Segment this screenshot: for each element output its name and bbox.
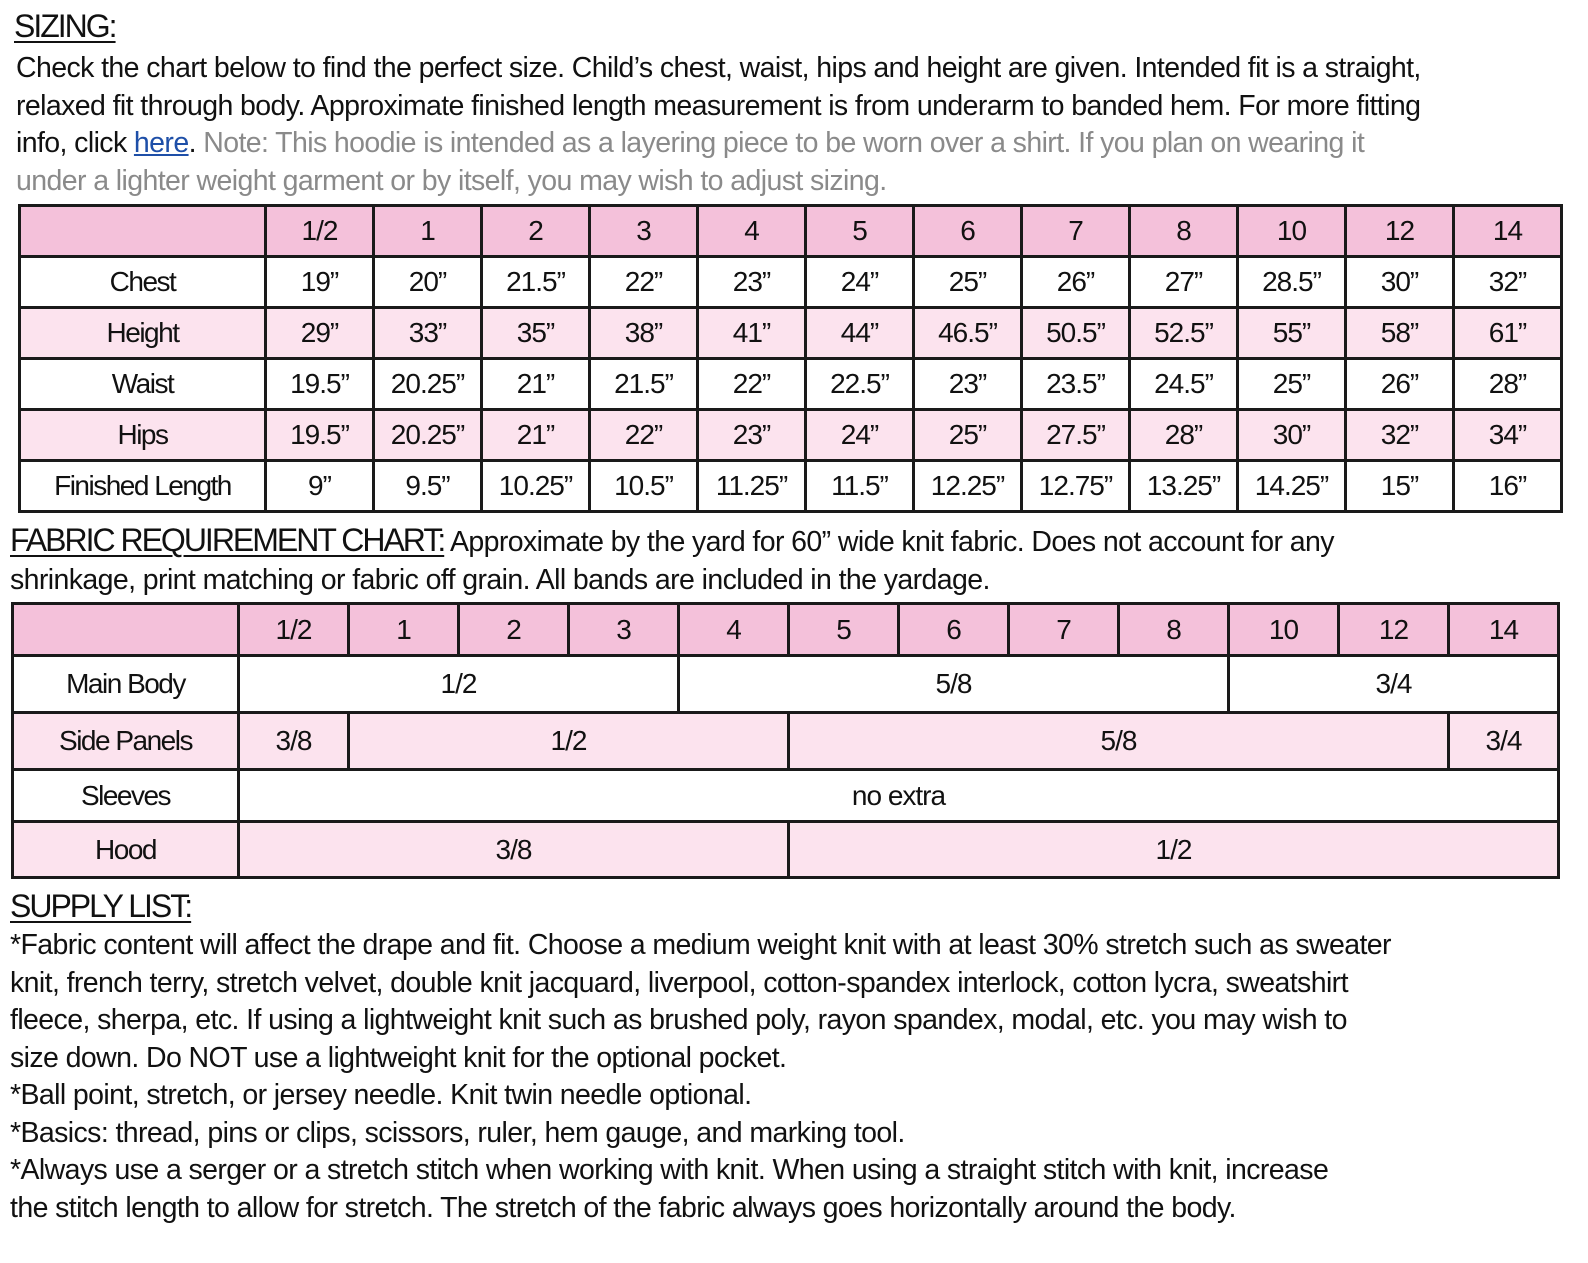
size-header-row <box>20 206 1562 257</box>
table-cell: 14.25” <box>1238 461 1346 512</box>
table-cell: 28” <box>1130 410 1238 461</box>
row-label-sleeves: Sleeves <box>13 770 239 822</box>
table-cell: 11.5” <box>806 461 914 512</box>
size-header-cell: 10 <box>1238 206 1346 257</box>
table-cell: 20” <box>374 257 482 308</box>
table-cell: 27.5” <box>1022 410 1130 461</box>
table-cell: 23” <box>914 359 1022 410</box>
yardage-cell: 3/4 <box>1229 656 1559 713</box>
supply-line: *Fabric content will affect the drape and fit. Choose a medium weight knit with at least 30% stretch such as sweater <box>10 929 1391 961</box>
supply-line: size down. Do NOT use a lightweight knit for the optional pocket. <box>10 1041 787 1074</box>
table-cell: 12.25” <box>914 461 1022 512</box>
yardage-cell: no extra <box>239 770 1559 822</box>
table-cell: 22” <box>698 359 806 410</box>
size-header-cell: 2 <box>482 206 590 257</box>
row-label-hood: Hood <box>13 822 239 878</box>
sizing-line-3 <box>16 125 1421 163</box>
size-header-cell: 5 <box>806 206 914 257</box>
sizing-note-part-1: Note: This hoodie is intended as a layering piece to be worn over a shirt. If you plan on wearing it <box>195 127 1365 159</box>
table-cell: 50.5” <box>1022 308 1130 359</box>
hood-row <box>13 822 1559 878</box>
table-cell: 21.5” <box>590 359 698 410</box>
table-cell: 19.5” <box>266 410 374 461</box>
table-cell: 52.5” <box>1130 308 1238 359</box>
table-cell: 20.25” <box>374 359 482 410</box>
fabric-heading: FABRIC REQUIREMENT CHART: <box>10 522 445 558</box>
table-cell: 58” <box>1346 308 1454 359</box>
yardage-cell: 1/2 <box>789 822 1559 878</box>
table-cell: 44” <box>806 308 914 359</box>
table-cell: 28.5” <box>1238 257 1346 308</box>
table-cell: 21.5” <box>482 257 590 308</box>
yardage-cell: 3/8 <box>239 822 789 878</box>
table-cell: 23” <box>698 410 806 461</box>
size-header-cell: 4 <box>679 604 789 656</box>
row-label-height: Height <box>20 308 266 359</box>
yardage-cell: 1/2 <box>349 713 789 770</box>
supply-list <box>10 927 1391 1227</box>
size-chart-table <box>18 204 1563 513</box>
size-header-cell: 3 <box>590 206 698 257</box>
table-cell: 9.5” <box>374 461 482 512</box>
table-cell: 46.5” <box>914 308 1022 359</box>
finished-length-row <box>20 461 1562 512</box>
table-cell: 23.5” <box>1022 359 1130 410</box>
table-cell: 21” <box>482 410 590 461</box>
table-cell: 30” <box>1238 410 1346 461</box>
size-header-cell: 7 <box>1022 206 1130 257</box>
fabric-size-header-row <box>13 604 1559 656</box>
table-cell: 9” <box>266 461 374 512</box>
size-header-cell: 2 <box>459 604 569 656</box>
table-cell: 38” <box>590 308 698 359</box>
size-header-cell: 8 <box>1119 604 1229 656</box>
table-cell: 24” <box>806 410 914 461</box>
table-cell: 24.5” <box>1130 359 1238 410</box>
table-cell: 29” <box>266 308 374 359</box>
supply-line: the stitch length to allow for stretch. The stretch of the fabric always goes horizontally around the body. <box>10 1191 1236 1224</box>
size-header-cell: 12 <box>1346 206 1454 257</box>
table-cell: 22” <box>590 257 698 308</box>
table-cell: 12.75” <box>1022 461 1130 512</box>
fabric-description <box>10 522 1334 599</box>
size-header-cell: 14 <box>1449 604 1559 656</box>
table-cell: 11.25” <box>698 461 806 512</box>
yardage-cell: 5/8 <box>789 713 1449 770</box>
supply-heading: SUPPLY LIST: <box>10 888 192 924</box>
table-cell: 41” <box>698 308 806 359</box>
table-cell: 10.25” <box>482 461 590 512</box>
row-label-chest: Chest <box>20 257 266 308</box>
table-cell: 28” <box>1454 359 1562 410</box>
yardage-cell: 3/8 <box>239 713 349 770</box>
fabric-requirement-table <box>11 602 1560 879</box>
table-cell: 23” <box>698 257 806 308</box>
yardage-cell: 5/8 <box>679 656 1229 713</box>
sizing-heading: SIZING: <box>14 8 116 44</box>
size-header-cell: 1/2 <box>239 604 349 656</box>
table-cell: 13.25” <box>1130 461 1238 512</box>
table-cell: 24” <box>806 257 914 308</box>
table-cell: 35” <box>482 308 590 359</box>
size-header-cell: 5 <box>789 604 899 656</box>
supply-line: *Always use a serger or a stretch stitch when working with knit. When using a straight stitch with knit, increase <box>10 1154 1329 1186</box>
table-cell: 30” <box>1346 257 1454 308</box>
size-header-cell: 1/2 <box>266 206 374 257</box>
supply-line: *Basics: thread, pins or clips, scissors, ruler, hem gauge, and marking tool. <box>10 1116 905 1149</box>
table-cell: 21” <box>482 359 590 410</box>
chest-row <box>20 257 1562 308</box>
table-cell: 61” <box>1454 308 1562 359</box>
sizing-line-3-period: . <box>188 127 196 159</box>
table-cell: 33” <box>374 308 482 359</box>
fabric-line-1-text: Approximate by the yard for 60” wide knit fabric. Does not account for any <box>444 526 1334 558</box>
table-cell: 20.25” <box>374 410 482 461</box>
size-header-cell: 12 <box>1339 604 1449 656</box>
table-cell: 10.5” <box>590 461 698 512</box>
size-header-cell: 1 <box>374 206 482 257</box>
fabric-line-1 <box>10 522 1334 562</box>
table-cell: 19” <box>266 257 374 308</box>
table-cell: 32” <box>1454 257 1562 308</box>
table-cell: 16” <box>1454 461 1562 512</box>
table-cell: 15” <box>1346 461 1454 512</box>
size-header-cell: 6 <box>899 604 1009 656</box>
table-cell: 32” <box>1346 410 1454 461</box>
yardage-cell: 1/2 <box>239 656 679 713</box>
sizing-line-1: Check the chart below to find the perfect size. Child’s chest, waist, hips and height are given. Intended fit is a straight, <box>16 52 1421 84</box>
sizing-line-3-prefix: info, click <box>16 127 134 159</box>
size-header-cell: 10 <box>1229 604 1339 656</box>
sizing-note-part-2: under a lighter weight garment or by itself, you may wish to adjust sizing. <box>16 164 887 197</box>
fabric-line-2: shrinkage, print matching or fabric off grain. All bands are included in the yardage. <box>10 563 990 596</box>
size-header-cell: 7 <box>1009 604 1119 656</box>
row-label-hips: Hips <box>20 410 266 461</box>
table-cell: 55” <box>1238 308 1346 359</box>
table-cell: 26” <box>1022 257 1130 308</box>
waist-row <box>20 359 1562 410</box>
header-corner-cell <box>13 604 239 656</box>
size-header-cell: 4 <box>698 206 806 257</box>
table-cell: 25” <box>914 410 1022 461</box>
row-label-main-body: Main Body <box>13 656 239 713</box>
sizing-line-2: relaxed fit through body. Approximate finished length measurement is from underarm to banded hem. For more fitting <box>16 89 1421 122</box>
size-header-cell: 3 <box>569 604 679 656</box>
row-label-side-panels: Side Panels <box>13 713 239 770</box>
table-cell: 34” <box>1454 410 1562 461</box>
yardage-cell: 3/4 <box>1449 713 1559 770</box>
table-cell: 22.5” <box>806 359 914 410</box>
side-panels-row <box>13 713 1559 770</box>
fitting-info-link[interactable]: here <box>133 127 189 159</box>
supply-line: fleece, sherpa, etc. If using a lightweight knit such as brushed poly, rayon spandex, modal, etc. you may wish to <box>10 1004 1347 1036</box>
table-cell: 22” <box>590 410 698 461</box>
size-header-cell: 14 <box>1454 206 1562 257</box>
table-cell: 19.5” <box>266 359 374 410</box>
supply-line: knit, french terry, stretch velvet, double knit jacquard, liverpool, cotton-spandex interlock, cotton lycra, sweatshirt <box>10 966 1348 999</box>
table-cell: 27” <box>1130 257 1238 308</box>
supply-line: *Ball point, stretch, or jersey needle. Knit twin needle optional. <box>10 1079 752 1111</box>
height-row <box>20 308 1562 359</box>
size-header-cell: 8 <box>1130 206 1238 257</box>
row-label-finished-length: Finished Length <box>20 461 266 512</box>
header-corner-cell <box>20 206 266 257</box>
sizing-description <box>16 50 1421 200</box>
size-header-cell: 1 <box>349 604 459 656</box>
table-cell: 25” <box>1238 359 1346 410</box>
table-cell: 26” <box>1346 359 1454 410</box>
sleeves-row <box>13 770 1559 822</box>
main-body-row <box>13 656 1559 713</box>
row-label-waist: Waist <box>20 359 266 410</box>
table-cell: 25” <box>914 257 1022 308</box>
size-header-cell: 6 <box>914 206 1022 257</box>
hips-row <box>20 410 1562 461</box>
